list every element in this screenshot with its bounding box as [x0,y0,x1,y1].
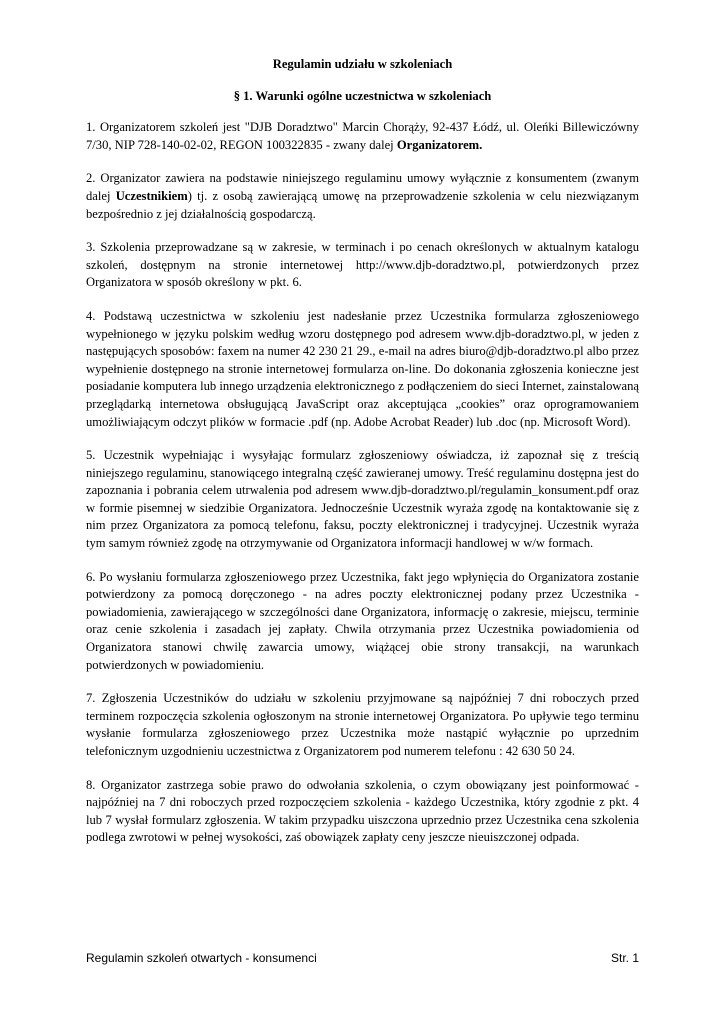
paragraph-1-bold-term: Organizatorem. [396,137,483,152]
paragraph-1 [86,119,639,154]
section-heading: § 1. Warunki ogólne uczestnictwa w szkoleniach [233,88,492,103]
paragraph-2-bold-term: Uczestnikiem [115,188,188,203]
paragraph-2-text-before: 2. Organizator zawiera na podstawie niniejszego regulaminu umowy wyłącznie z konsumentem (zwanym dalej [86,171,639,203]
paragraph-8: 8. Organizator zastrzega sobie prawo do odwołania szkolenia, o czym obowiązany jest poinformować - najpóźniej na 7 dni roboczych przed rozpoczęciem szkolenia - każdego Uczestnika, który zgodnie z pkt. 4 lub 7 wysłał formularz zgłoszenia. W takim przypadku uiszczona uprzednio przez Uczestnika cena szkolenia podlega zwrotowi w pełnej wysokości, zaś obowiązek zapłaty ceny jeszcze nieuiszczonej odpada. [86,777,639,845]
paragraph-5: 5. Uczestnik wypełniając i wysyłając formularz zgłoszeniowy oświadcza, iż zapoznał się z treścią niniejszego regulaminu, stanowiącego integralną część zawieranej umowy. Treść regulaminu dostępna jest do zapoznania i pobrania celem utrwalenia pod adresem www.djb-doradztwo.pl/regulamin_konsument.pdf oraz w formie pisemnej w siedzibie Organizatora. Jednocześnie Uczestnik wyraża zgodę na kontaktowanie się z nim przez Organizatora za pomocą telefonu, faksu, poczty elektronicznej i tradycyjnej. Uczestnik wyraża tym samym również zgodę na otrzymywanie od Organizatora informacji handlowej w w/w formach. [86,448,639,551]
paragraph-2 [86,170,639,223]
paragraph-1-text: 1. Organizatorem szkoleń jest "DJB Doradztwo" Marcin Chorąży, 92-437 Łódź, ul. Oleńki Billewiczówny 7/30, NIP 728-140-02-02, REGON 100322835 - zwany dalej [86,120,639,152]
paragraph-2-text-after: ) tj. z osobą zawierającą umowę na przeprowadzenie szkolenia w celu niezwiązanym bezpośrednio z jej działalnością gospodarczą. [86,188,640,221]
paragraph-6: 6. Po wysłaniu formularza zgłoszeniowego przez Uczestnika, fakt jego wpłynięcia do Organizatora zostanie potwierdzony za pomocą doręczonego - na adres poczty elektronicznej podany przez Uczestnika - powiadomienia, zawierającego w szczególności dane Organizatora, informację o zakresie, miejscu, terminie oraz cenie szkolenia i zasadach jej zapłaty. Chwila otrzymania przez Uczestnika powiadomienia od Organizatora stanowi chwilę zawarcia umowy, wiążącej obie strony transakcji, na warunkach potwierdzonych w powiadomieniu. [86,569,639,672]
paragraph-7: 7. Zgłoszenia Uczestników do udziału w szkoleniu przyjmowane są najpóźniej 7 dni roboczych przed terminem rozpoczęcia szkolenia ogłoszonym na stronie internetowej Organizatora. Po upływie tego terminu wysłanie formularza zgłoszeniowego przez Uczestnika może nastąpić wyłącznie po uprzednim telefonicznym uzgodnieniu uczestnictwa z Organizatorem pod numerem telefonu : 42 630 50 24. [86,691,639,758]
document-title: Regulamin udziału w szkoleniach [272,57,453,71]
paragraph-4: 4. Podstawą uczestnictwa w szkoleniu jest nadesłanie przez Uczestnika formularza zgłoszeniowego wypełnionego w języku polskim według wzoru dostępnego pod adresem www.djb-doradztwo.pl, w jeden z następujących sposobów: faxem na numer 42 230 21 29., e-mail na adres biuro@djb-doradztwo.pl albo przez wypełnienie dostępnego na stronie internetowej formularza on-line. Do dokonania zgłoszenia konieczne jest posiadanie komputera lub innego urządzenia elektronicznego z podłączeniem do sieci Internet, zainstalowaną przeglądarką internetowa obsługującą JavaScript oraz akceptująca „cookies” oraz oprogramowaniem umożliwiającym odczyt plików w formacie .pdf (np. Adobe Acrobat Reader) lub .doc (np. Microsoft Word). [86,308,639,429]
footer-document-name: Regulamin szkoleń otwartych - konsumenci [86,951,317,965]
footer-page-number: Str. 1 [610,951,639,965]
document-body [86,56,639,863]
page-footer [86,951,639,965]
paragraph-3: 3. Szkolenia przeprowadzane są w zakresie, w terminach i po cenach określonych w aktualnym katalogu szkoleń, dostępnym na stronie internetowej http://www.djb-doradztwo.pl, potwierdzonych przez Organizatora w sposób określony w pkt. 6. [86,240,639,290]
